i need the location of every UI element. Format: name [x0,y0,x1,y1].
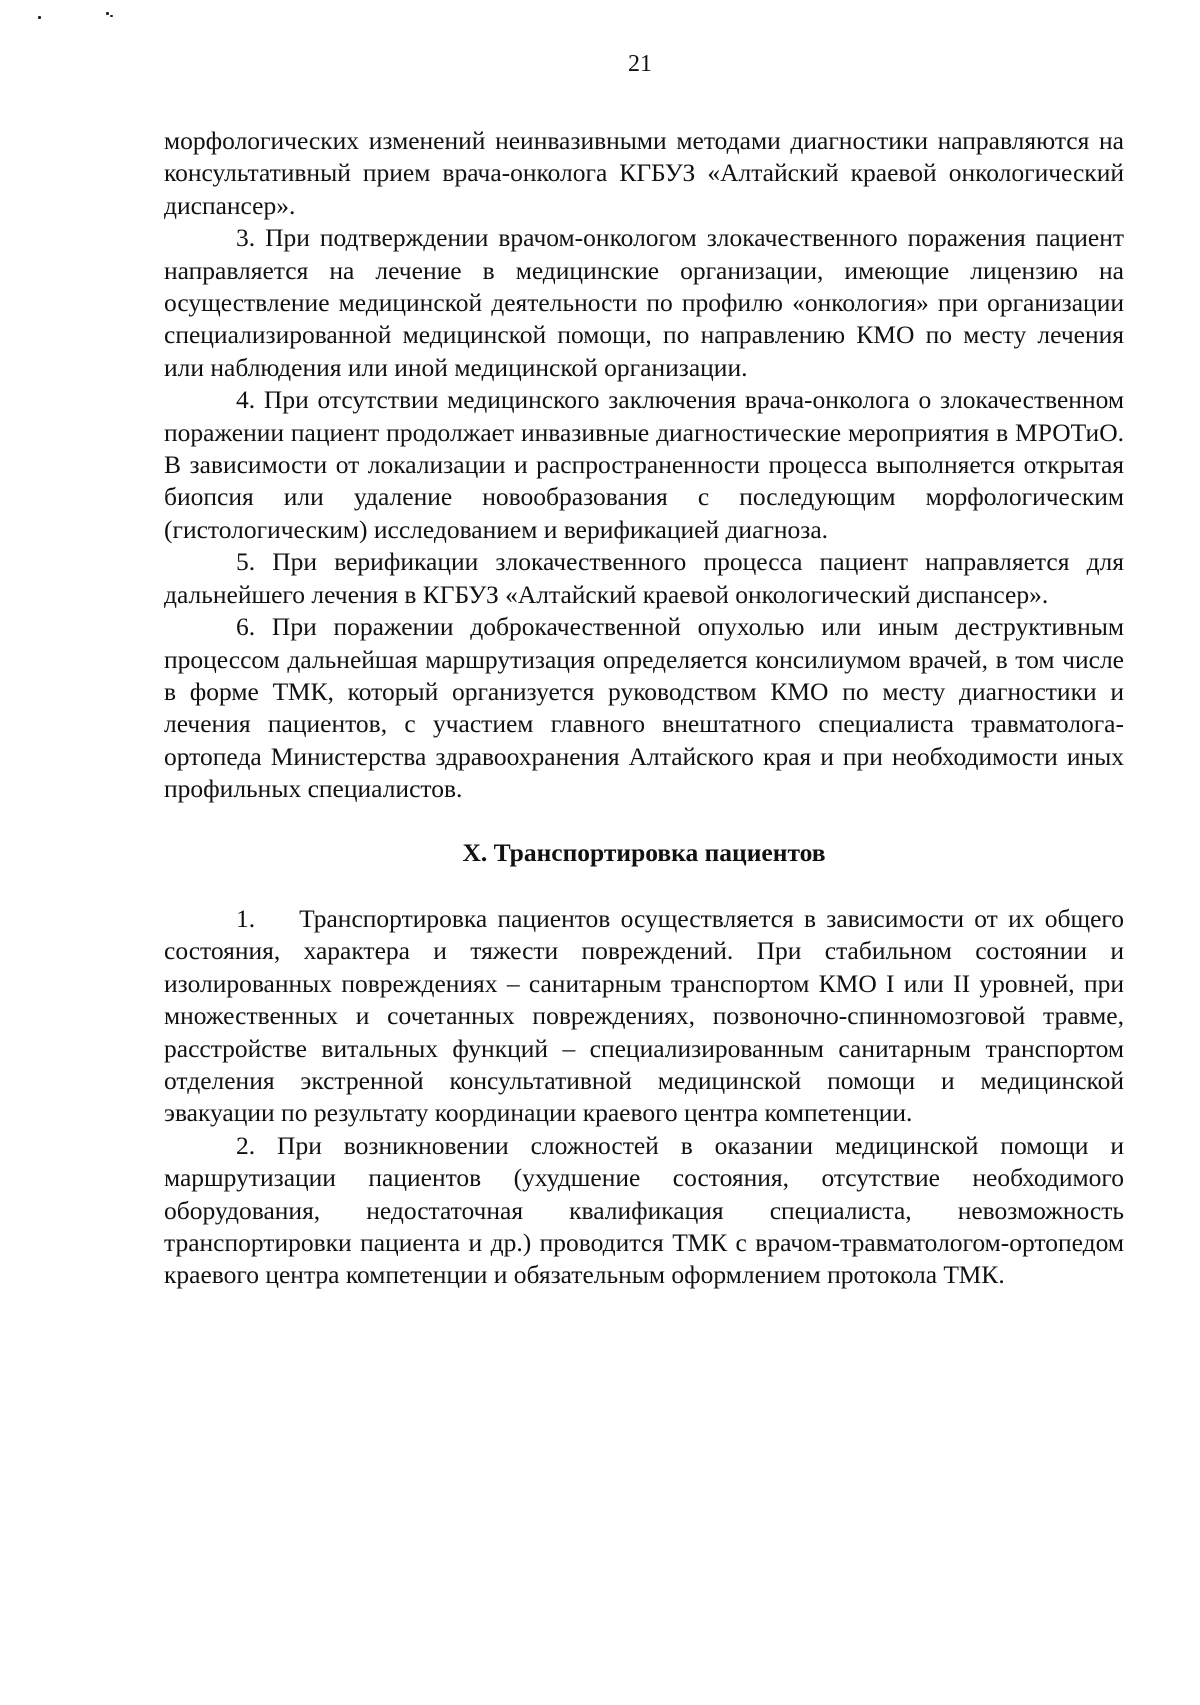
paragraph-item-5: 5. При верификации злокачественного процесса пациент направляется для дальнейшего лечения в КГБУЗ «Алтайский краевой онкологический диспансер». [164,547,1124,609]
paragraph-item-4: 4. При отсутствии медицинского заключения врача-онколога о злокачественном поражении пациент продолжает инвазивные диагностические мероприятия в МРОТиО. В зависимости от локализации и распространенности процесса выполняется открытая биопсия или удаление новообразования с последующим морфологическим (гистологическим) исследованием и верификацией диагноза. [164,385,1124,544]
scan-speck [106,12,109,15]
paragraph-item-3: 3. При подтверждении врачом-онкологом злокачественного поражения пациент направляется на лечение в медицинские организации, имеющие лицензию на осуществление медицинской деятельности по профилю «онкология» при организации специализированной медицинской помощи, по направлению КМО по месту лечения или наблюдения или иной медицинской организации. [164,223,1124,382]
page-number: 21 [628,51,652,77]
list-marker: 1. [236,903,256,933]
document-body [164,125,1124,1292]
section-paragraph-1-text: Транспортировка пациентов осуществляется в зависимости от их общего состояния, характера и тяжести повреждений. При стабильном состоянии и изолированных повреждениях – санитарным транспортом КМО I или II уровней, при множественных и сочетанных повреждениях, позвоночно-спинномозговой травме, расстройстве витальных функций – специализированным санитарным транспортом отделения экстренной консультативной медицинской помощи и медицинской эвакуации по результату координации краевого центра компетенции. [164,903,1124,1128]
paragraph-continuation: морфологических изменений неинвазивными методами диагностики направляются на консультативный прием врача-онколога КГБУЗ «Алтайский краевой онкологический диспансер». [164,126,1124,220]
paragraph-item-6: 6. При поражении доброкачественной опухолью или иным деструктивным процессом дальнейшая маршрутизация определяется консилиумом врачей, в том числе в форме ТМК, который организуется руководством КМО по месту диагностики и лечения пациентов, с участием главного внештатного специалиста травматолога-ортопеда Министерства здравоохранения Алтайского края и при необходимости иных профильных специалистов. [164,612,1124,804]
scan-speck [110,15,113,17]
section-paragraph-1 [164,903,1124,1130]
section-paragraph-2: 2. При возникновении сложностей в оказании медицинской помощи и маршрутизации пациентов (ухудшение состояния, отсутствие необходимого оборудования, недостаточная квалификация специалиста, невозможность транспортировки пациента и др.) проводится ТМК с врачом-травматологом-ортопедом краевого центра компетенции и обязательным оформлением протокола ТМК. [164,1130,1124,1290]
scan-speck [38,16,41,19]
section-title: X. Транспортировка пациентов [462,837,826,867]
